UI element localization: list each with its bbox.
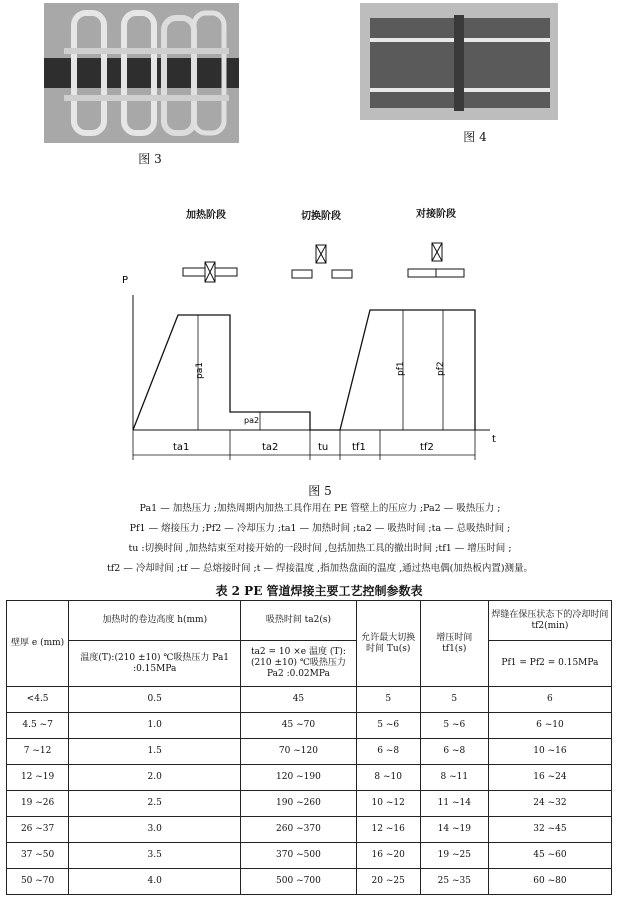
cell-rise: 5 ~6 [420,713,488,739]
cell-soak: 45 ~70 [241,713,356,739]
pf1-label: pf1 [396,361,406,376]
cell-bead: 1.0 [69,713,241,739]
interval-ta1: ta1 [173,442,190,453]
header-change: 允许最大切换时间 Tu(s) [356,601,420,687]
table-row [7,713,612,739]
cell-wall: 50 ~70 [7,869,69,895]
legend-line-3: tu :切换时间 ,加热结束至对接开始的一段时间 ,包括加热工具的撤出时间 ;tf1 — 增压时间 ; [128,543,512,554]
switch-stage-icon [292,245,352,278]
interval-ta2: ta2 [262,442,279,453]
cell-soak: 70 ~120 [241,739,356,765]
cell-soak: 190 ~260 [241,791,356,817]
cell-wall: 19 ~26 [7,791,69,817]
table-row [7,817,612,843]
cell-bead: 1.5 [69,739,241,765]
cell-bead: 4.0 [69,869,241,895]
cell-soak: 500 ~700 [241,869,356,895]
table-row [7,843,612,869]
cell-rise: 14 ~19 [420,817,488,843]
cell-cool: 16 ~24 [488,765,611,791]
table-body [7,687,612,895]
heating-stage-icon [183,262,237,282]
cell-change: 8 ~10 [356,765,420,791]
cell-change: 12 ~16 [356,817,420,843]
cell-soak: 370 ~500 [241,843,356,869]
stage-heating-label: 加热阶段 [186,210,226,221]
welding-machine-illustration [44,3,239,143]
cell-bead: 2.0 [69,765,241,791]
cell-cool: 24 ~32 [488,791,611,817]
cell-change: 5 ~6 [356,713,420,739]
table-title: 表 2 PE 管道焊接主要工艺控制参数表 [215,584,423,598]
figure-3-photo [44,3,239,143]
header-soak: 吸热时间 ta2(s) [241,601,356,641]
header-wall: 壁厚 e (mm) [7,601,69,687]
legend-line-1: Pa1 — 加热压力 ;加热周期内加热工具作用在 PE 管壁上的压应力 ;Pa2 — 吸热压力 ; [139,503,501,514]
table-row [7,687,612,713]
interval-tu: tu [318,442,329,453]
cell-bead: 0.5 [69,687,241,713]
joining-stage-icon [408,243,464,277]
table-row [7,765,612,791]
figure-4-caption: 图 4 [463,130,487,144]
cell-cool: 6 [488,687,611,713]
cell-bead: 2.5 [69,791,241,817]
cell-soak: 120 ~190 [241,765,356,791]
cell-wall: 7 ~12 [7,739,69,765]
figure-4-photo [360,3,558,120]
stage-joining-label: 对接阶段 [416,209,456,220]
header-cool: 焊缝在保压状态下的冷却时间 tf2(min) [488,601,611,641]
table-row [7,791,612,817]
cell-soak: 45 [241,687,356,713]
parameters-table [6,600,612,895]
cell-cool: 10 ~16 [488,739,611,765]
header-soak-sub: ta2 = 10 ×e 温度 (T):(210 ±10) ℃吸热压力 Pa2 :0.02MPa [241,641,356,687]
cell-wall: 12 ~19 [7,765,69,791]
pa1-label: pa1 [195,362,205,379]
cell-bead: 3.0 [69,817,241,843]
cell-soak: 260 ~370 [241,817,356,843]
cell-rise: 19 ~25 [420,843,488,869]
stage-switch-label: 切换阶段 [301,211,341,222]
cell-rise: 6 ~8 [420,739,488,765]
welding-pressure-diagram [100,225,520,475]
legend-line-4: tf2 — 冷却时间 ;tf — 总熔接时间 ;t — 焊接温度 ,指加热盘面的温度 ,通过热电偶(加热板内置)测量。 [106,563,534,574]
header-bead: 加热时的卷边高度 h(mm) [69,601,241,641]
interval-tf1: tf1 [352,442,366,453]
pa2-label: pa2 [244,416,260,425]
header-bead-sub: 温度(T):(210 ±10) ℃吸热压力 Pa1 :0.15MPa [69,641,241,687]
cell-wall: 4.5 ~7 [7,713,69,739]
cell-change: 10 ~12 [356,791,420,817]
y-axis-label: P [122,275,129,286]
cell-change: 20 ~25 [356,869,420,895]
cell-rise: 25 ~35 [420,869,488,895]
cell-wall: <4.5 [7,687,69,713]
figure-3-caption: 图 3 [138,152,162,166]
welded-pipe-illustration [360,3,558,120]
cell-cool: 60 ~80 [488,869,611,895]
cell-rise: 11 ~14 [420,791,488,817]
cell-wall: 26 ~37 [7,817,69,843]
cell-bead: 3.5 [69,843,241,869]
header-cool-sub: Pf1 = Pf2 = 0.15MPa [488,641,611,687]
cell-change: 6 ~8 [356,739,420,765]
pf2-label: pf2 [436,361,446,376]
pressure-curve [133,310,475,430]
cell-change: 5 [356,687,420,713]
table-row [7,739,612,765]
cell-cool: 45 ~60 [488,843,611,869]
legend-line-2: Pf1 — 熔接压力 ;Pf2 — 冷却压力 ;ta1 — 加热时间 ;ta2 — 吸热时间 ;ta — 总吸热时间 ; [129,523,511,534]
cell-cool: 6 ~10 [488,713,611,739]
table-row [7,869,612,895]
cell-rise: 5 [420,687,488,713]
interval-tf2: tf2 [420,442,434,453]
cell-change: 16 ~20 [356,843,420,869]
x-axis-label: t [492,434,496,445]
figure-5-caption: 图 5 [308,484,332,498]
cell-cool: 32 ~45 [488,817,611,843]
cell-rise: 8 ~11 [420,765,488,791]
header-rise: 增压时间 tf1(s) [420,601,488,687]
cell-wall: 37 ~50 [7,843,69,869]
